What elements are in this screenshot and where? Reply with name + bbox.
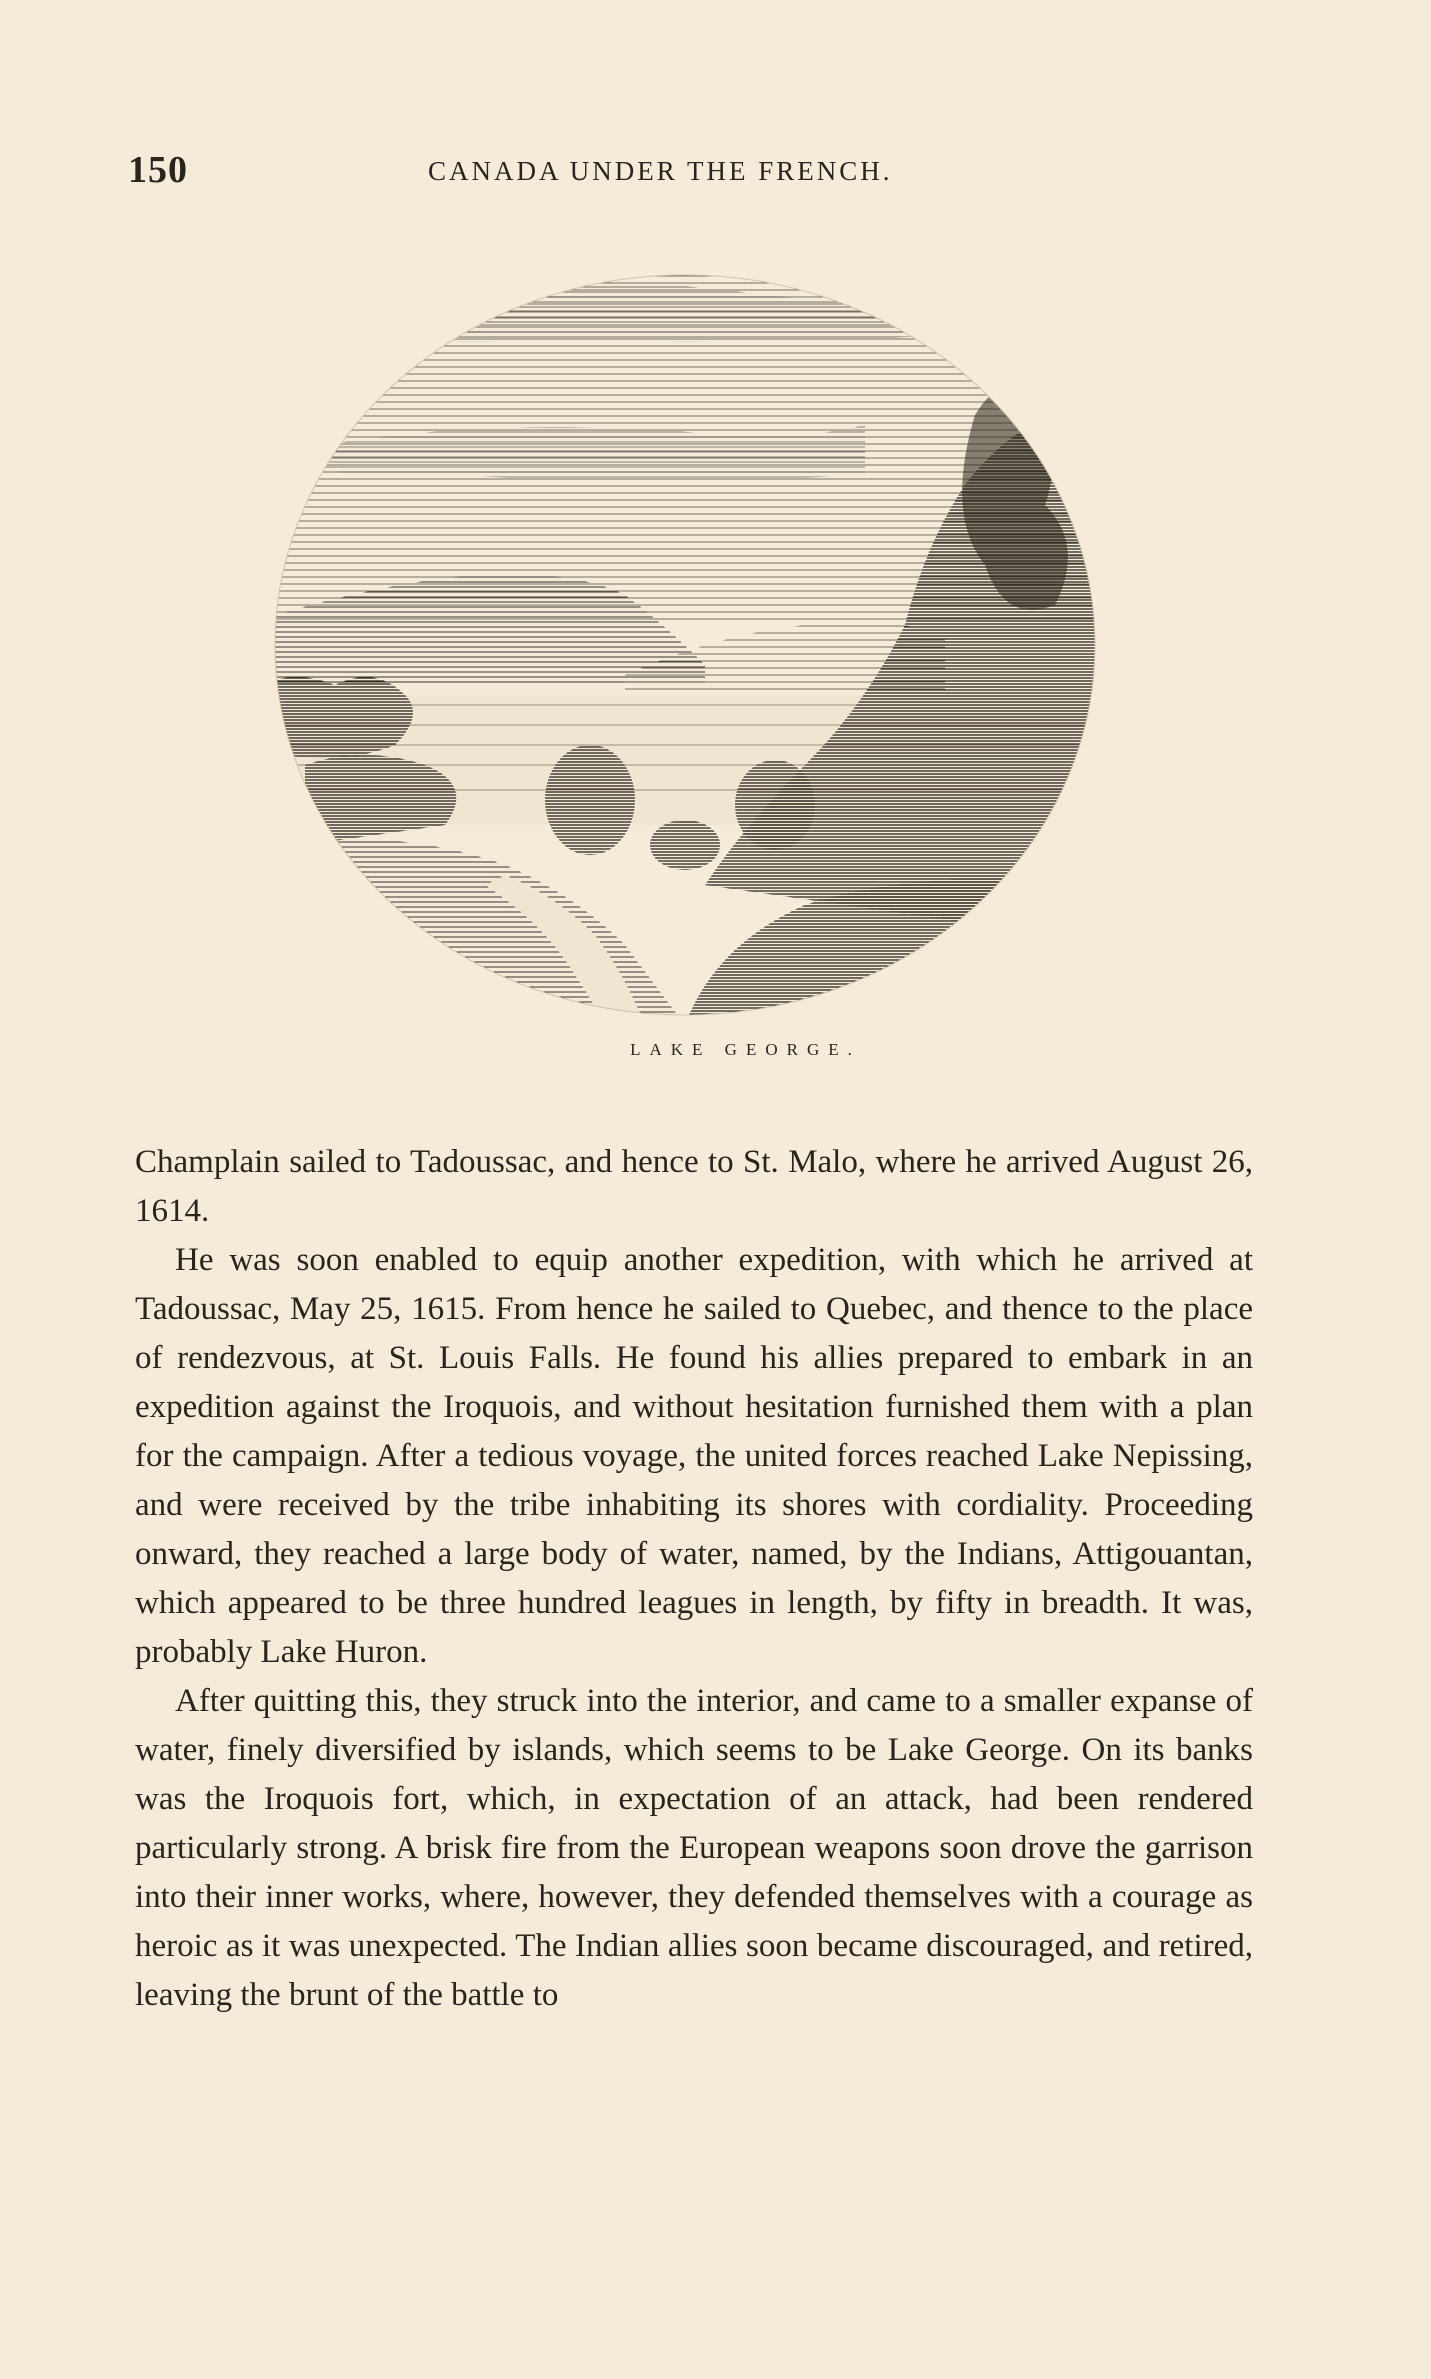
page-header xyxy=(128,148,1248,198)
illustration-caption: LAKE GEORGE. xyxy=(630,1040,861,1059)
paragraph: Champlain sailed to Tadoussac, and hence to St. Malo, where he arrived August 26, 1614. xyxy=(135,1144,1253,1229)
paragraph: He was soon enabled to equip another expedition, with which he arrived at Tadoussac, May 25, 1615. From hence he sailed to Quebec, and thence to the place of rendezvous, at St. Louis Falls. He found his allies prepared to embark in an expedition against the Iroquois, and without hesitation furnished them with a plan for the campaign. After a tedious voyage, the united forces reached Lake Nepissing, and were received by the tribe inhabiting its shores with cordiality. Proceeding onward, they reached a large body of water, named, by the Indians, Attigouantan, which appeared to be three hundred leagues in length, by fifty in breadth. It was, probably Lake Huron. xyxy=(135,1242,1253,1670)
engraving-image xyxy=(245,245,1125,1025)
lake-george-engraving xyxy=(245,245,1125,1025)
paragraph: After quitting this, they struck into the interior, and came to a smaller expanse of water, finely diversified by islands, which seems to be Lake George. On its banks was the Iroquois fort, which, in expectation of an attack, had been rendered particularly strong. A brisk fire from the European weapons soon drove the garrison into their inner works, where, however, they defended themselves with a courage as heroic as it was unexpected. The Indian allies soon became discouraged, and retired, leaving the brunt of the battle to xyxy=(135,1683,1253,2013)
body-text xyxy=(135,1138,1253,2020)
running-head: CANADA UNDER THE FRENCH. xyxy=(428,156,893,186)
page-number: 150 xyxy=(128,149,188,191)
